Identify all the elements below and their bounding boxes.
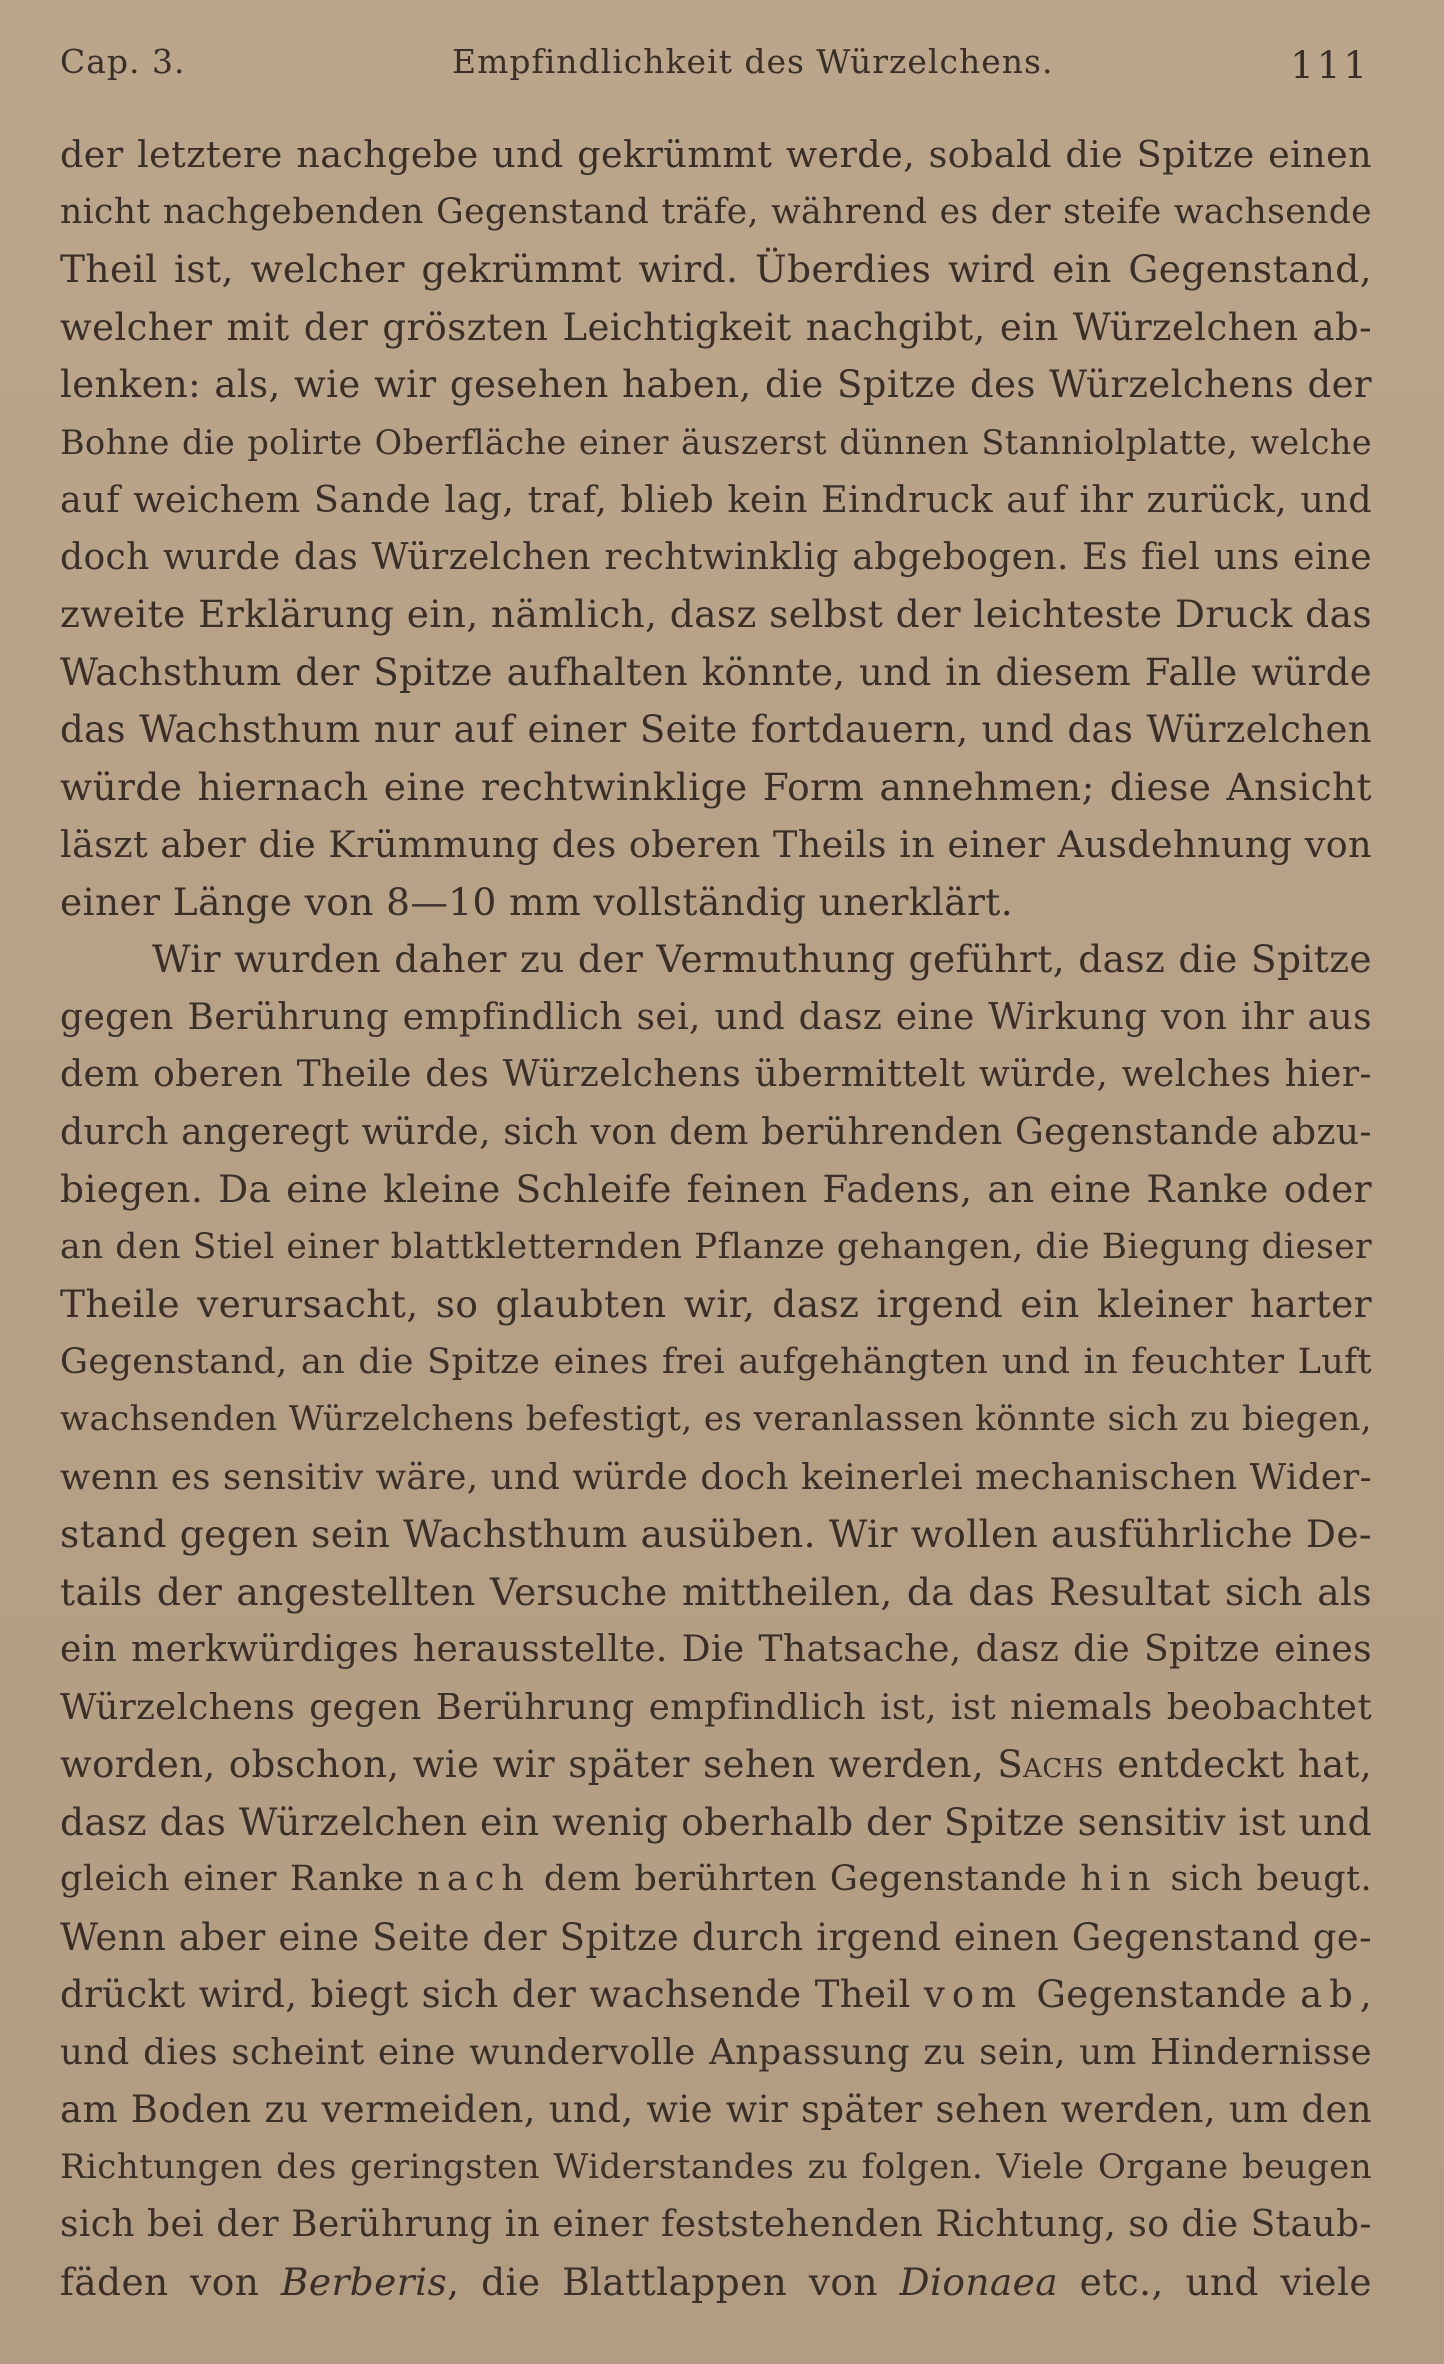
text-line: sich bei der Berührung in einer feststehenden Richtung, so die Staub- <box>60 2204 1372 2245</box>
line-fragment: , <box>1359 1973 1372 2016</box>
text-line: durch angeregt würde, sich von dem berührenden Gegenstande abzu- <box>60 1111 1372 1153</box>
text-line: würde hiernach eine rechtwinklige Form annehmen; diese Ansicht <box>60 764 1372 809</box>
text-line <box>60 2254 1372 2312</box>
chapter-label: Cap. 3. <box>60 42 186 81</box>
text-line: Theil ist, welcher gekrümmt wird. Überdies wird ein Gegenstand, <box>60 247 1372 291</box>
running-title: Empfindlichkeit des Würzelchens. <box>452 42 1054 81</box>
text-line: Theile verursacht, so glaubten wir, dasz irgend ein kleiner harter <box>60 1282 1372 1326</box>
text-line <box>60 1966 1372 2024</box>
text-line: tails der angestellten Versuche mittheilen, da das Resultat sich als <box>60 1569 1372 1614</box>
text-line: Wenn aber eine Seite der Spitze durch irgend einen Gegenstand ge- <box>60 1915 1372 1959</box>
emphasis-spaced: hin <box>1080 1859 1158 1899</box>
text-line: und dies scheint eine wundervolle Anpassung zu sein, um Hindernisse <box>60 2031 1372 2073</box>
text-line: welcher mit der gröszten Leichtigkeit nachgibt, ein Würzelchen ab- <box>60 305 1372 349</box>
line-fragment: worden, obschon, wie wir später sehen werden, <box>60 1743 998 1786</box>
text-line: doch wurde das Würzelchen rechtwinklig abgebogen. Es fiel uns eine <box>60 536 1372 578</box>
text-line: am Boden zu vermeiden, und, wie wir später sehen werden, um den <box>60 2088 1372 2131</box>
text-line: dasz das Würzelchen ein wenig oberhalb der Spitze sensitiv ist und <box>60 1799 1372 1844</box>
text-line: das Wachsthum nur auf einer Seite fortdauern, und das Würzelchen <box>60 708 1372 751</box>
line-fragment: dem berührten Gegenstande <box>530 1859 1081 1899</box>
text-line: Würzelchens gegen Berührung empfindlich ist, ist niemals beobachtet <box>60 1686 1372 1728</box>
line-fragment: drückt wird, biegt sich der wachsende Theil <box>60 1973 924 2016</box>
text-line: dem oberen Theile des Würzelchens übermittelt würde, welches hier- <box>60 1054 1372 1095</box>
page-number: 111 <box>1290 44 1370 87</box>
text-line: an den Stiel einer blattkletternden Pflanze gehangen, die Biegung dieser <box>60 1226 1372 1267</box>
text-line <box>60 1736 1372 1794</box>
running-head <box>60 42 1370 92</box>
paragraph-end-line: einer Länge von 8—10 mm vollständig unerklärt. <box>60 879 1014 924</box>
text-line: wachsenden Würzelchens befestigt, es veranlassen könnte sich zu biegen, <box>60 1399 1372 1439</box>
emphasis-spaced: nach <box>417 1859 531 1899</box>
emphasis-spaced: vom <box>923 1973 1024 2016</box>
text-line: wenn es sensitiv wäre, und würde doch keinerlei mechanischen Wider- <box>60 1456 1372 1498</box>
line-fragment: sich beugt. <box>1157 1859 1372 1899</box>
line-fragment: , die Blattlappen von <box>447 2259 900 2304</box>
line-fragment: etc., und viele <box>1058 2259 1372 2304</box>
author-name-sachs: Sachs <box>997 1743 1104 1786</box>
text-line: Gegenstand, an die Spitze eines frei aufgehängten und in feuchter Luft <box>60 1341 1372 1382</box>
text-line: Bohne die polirte Oberfläche einer äuszerst dünnen Stanniolplatte, welche <box>60 422 1372 462</box>
genus-dionaea: Dionaea <box>899 2259 1059 2304</box>
line-fragment: entdeckt hat, <box>1103 1743 1372 1786</box>
line-fragment: Gegenstande <box>1023 1973 1301 2016</box>
text-line: läszt aber die Krümmung des oberen Theils in einer Ausdehnung von <box>60 823 1372 866</box>
text-line: nicht nachgebenden Gegenstand träfe, während es der steife wachsende <box>60 191 1372 232</box>
text-line: der letztere nachgebe und gekrümmt werde, sobald die Spitze einen <box>60 133 1372 176</box>
text-line: zweite Erklärung ein, nämlich, dasz selbst der leichteste Druck das <box>60 592 1372 636</box>
text-line <box>60 1851 1372 1909</box>
paragraph-start-line: Wir wurden daher zu der Vermuthung geführt, dasz die Spitze <box>152 937 1372 981</box>
text-line: Richtungen des geringsten Widerstandes zu folgen. Viele Organe beugen <box>60 2146 1372 2187</box>
text-line: lenken: als, wie wir gesehen haben, die Spitze des Würzelchens der <box>60 363 1372 406</box>
text-line: biegen. Da eine kleine Schleife feinen Fadens, an eine Ranke oder <box>60 1167 1372 1211</box>
text-line: stand gegen sein Wachsthum ausüben. Wir wollen ausführliche De- <box>60 1512 1372 1556</box>
text-line: Wachsthum der Spitze aufhalten könnte, und in diesem Falle würde <box>60 650 1372 694</box>
body-text <box>60 126 1372 2311</box>
text-line: auf weichem Sande lag, traf, blieb kein Eindruck auf ihr zurück, und <box>60 478 1372 521</box>
text-line: ein merkwürdiges herausstellte. Die Thatsache, dasz die Spitze eines <box>60 1629 1372 1670</box>
line-fragment: fäden von <box>60 2259 281 2304</box>
emphasis-spaced: ab <box>1300 1973 1360 2016</box>
genus-berberis: Berberis <box>280 2259 448 2304</box>
text-line: gegen Berührung empfindlich sei, und dasz eine Wirkung von ihr aus <box>60 996 1372 1038</box>
line-fragment: gleich einer Ranke <box>60 1859 418 1899</box>
